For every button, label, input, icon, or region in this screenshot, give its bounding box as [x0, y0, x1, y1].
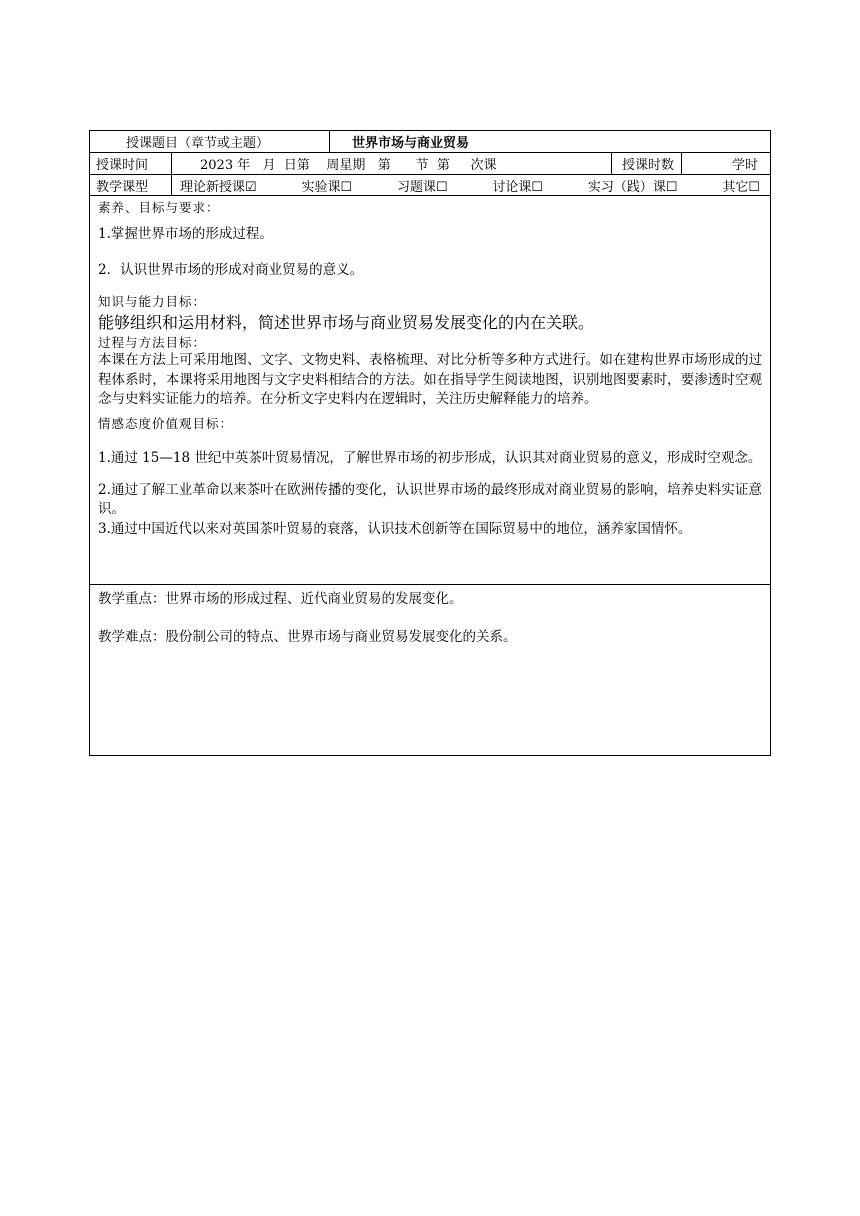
type-option-other: 其它☐ [722, 179, 760, 195]
title-row [90, 131, 770, 153]
type-option-practice: 实习（践）课☐ [587, 179, 678, 195]
key-points-section [90, 585, 770, 755]
hours-value: 学时 [731, 158, 758, 173]
emotion-item-2: 2.通过了解工业革命以来茶叶在欧洲传播的变化，认识世界市场的最终形成对商业贸易的影响，培养史料实证意识。 [98, 481, 762, 517]
objectives-section [90, 196, 770, 585]
type-option-theory: 理论新授课☑ [180, 179, 257, 195]
type-option-lab: 实验课☐ [301, 179, 353, 195]
type-label: 教学课型 [90, 175, 172, 195]
title-label: 授课题目（章节或主题） [90, 131, 330, 152]
type-options [172, 175, 770, 195]
emotion-item-3: 3.通过中国近代以来对英国茶叶贸易的衰落，认识技术创新等在国际贸易中的地位，涵养家国情怀。 [98, 520, 692, 537]
title-value: 世界市场与商业贸易 [352, 136, 470, 151]
key-point-text: 教学重点：世界市场的形成过程、近代商业贸易的发展变化。 [98, 591, 463, 607]
goal-item-2: 2．认识世界市场的形成对商业贸易的意义。 [98, 262, 364, 278]
type-row [90, 175, 770, 196]
hours-label: 授课时数 [612, 153, 682, 174]
process-heading: 过程与方法目标： [98, 335, 207, 350]
lesson-plan-sheet [89, 130, 771, 756]
type-option-exercise: 习题课☐ [396, 179, 448, 195]
knowledge-text: 能够组织和运用材料，简述世界市场与商业贸易发展变化的内在关联。 [98, 313, 595, 332]
time-value-text: 2023 年 月 日第 周星期 第 节 第 次课 [200, 158, 497, 173]
emotion-heading: 情感态度价值观目标： [98, 415, 234, 431]
time-value [172, 153, 612, 174]
goals-heading: 素养、目标与要求： [98, 200, 220, 215]
emotion-item-1: 1.通过 15—18 世纪中英茶叶贸易情况，了解世界市场的初步形成，认识其对商业贸易的意义，形成时空观念。 [98, 449, 762, 466]
goal-item-1: 1.掌握世界市场的形成过程。 [98, 226, 273, 242]
knowledge-heading: 知识与能力目标： [98, 294, 207, 309]
lesson-plan-table [89, 130, 771, 756]
time-label: 授课时间 [90, 153, 172, 174]
type-option-discussion: 讨论课☐ [492, 179, 544, 195]
difficulty-text: 教学难点：股份制公司的特点、世界市场与商业贸易发展变化的关系。 [98, 629, 517, 645]
time-row [90, 153, 770, 175]
process-text: 本课在方法上可采用地图、文字、文物史料、表格梳理、对比分析等多种方式进行。如在建构世界市场形成的过程体系时，本课将采用地图与文字史料相结合的方法。如在指导学生阅读地图，识别地图要素时，要渗透时空观念与史料实证能力的培养。在分析文字史料内在逻辑时，关注历史解释能力的培养。 [98, 352, 762, 407]
